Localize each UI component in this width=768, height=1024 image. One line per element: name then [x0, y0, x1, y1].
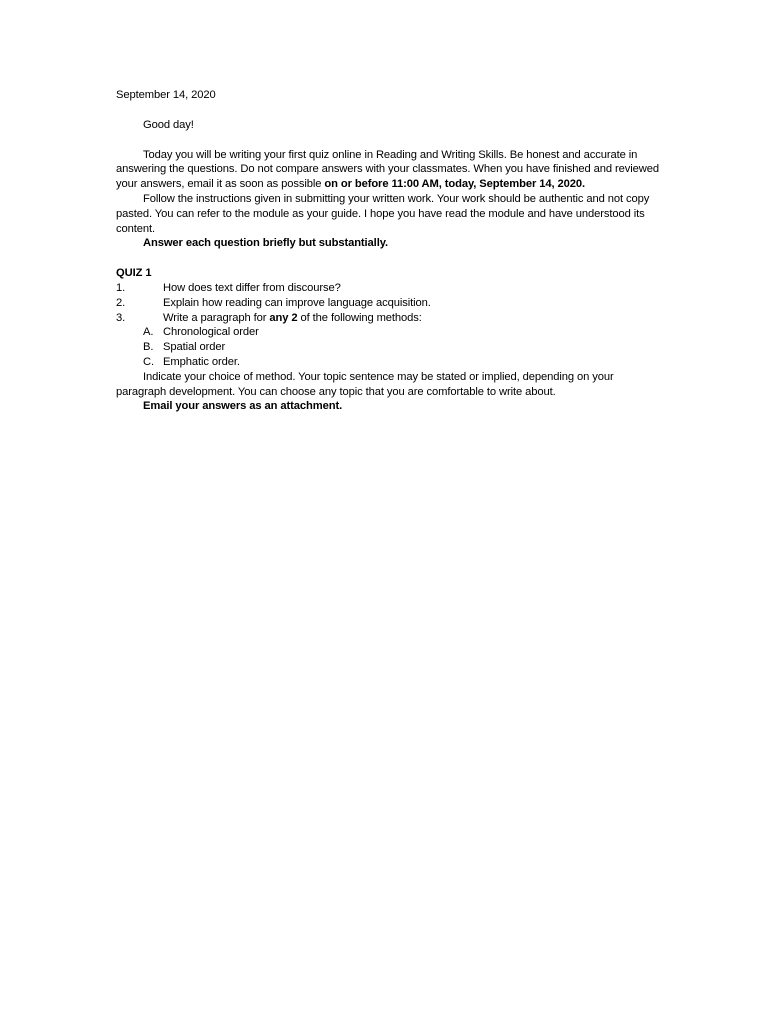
question-item [116, 296, 661, 311]
quiz-title: QUIZ 1 [116, 267, 152, 280]
method-text: Chronological order [163, 326, 259, 339]
question-text-pre: Write a paragraph for [163, 311, 270, 324]
intro-text: Today you will be writing your first quiz online in Reading and Writing Skills. Be honest and accurate in answering the questions. Do not compare answers with your classmates. When you have finished and reviewed your answers, email it as soon as possible [116, 148, 659, 191]
question-text-bold: any 2 [269, 311, 298, 324]
method-item [116, 340, 661, 355]
question-item [116, 311, 661, 326]
method-instructions: Indicate your choice of method. Your topic sentence may be stated or implied, depending on your paragraph development. You can choose any topic that you are comfortable to write about. [116, 370, 614, 398]
method-text: Spatial order [163, 341, 226, 354]
instructions-paragraph: Follow the instructions given in submitting your written work. Your work should be authentic and not copy pasted. You can refer to the module as your guide. I hope you have read the module and have understood its content. [116, 192, 650, 235]
question-text [163, 311, 422, 326]
document-body [116, 88, 661, 414]
method-letter: B. [143, 341, 154, 354]
email-instruction: Email your answers as an attachment. [143, 400, 343, 413]
intro-paragraph [116, 148, 661, 192]
method-letter: A. [143, 326, 154, 339]
question-item [116, 281, 661, 296]
method-letter: C. [143, 355, 154, 368]
question-text: Explain how reading can improve language acquisition. [163, 296, 431, 309]
question-text: How does text differ from discourse? [163, 281, 341, 294]
method-item [116, 355, 661, 370]
question-number: 2. [116, 296, 126, 309]
date-line: September 14, 2020 [116, 89, 216, 101]
greeting: Good day! [143, 118, 194, 131]
question-number: 1. [116, 281, 126, 294]
question-text-post: of the following methods: [297, 311, 422, 324]
question-number: 3. [116, 311, 126, 324]
answer-emphasis: Answer each question briefly but substantially. [143, 237, 388, 250]
method-text: Emphatic order. [163, 355, 240, 368]
deadline-text: on or before 11:00 AM, today, September 14, 2020. [324, 178, 585, 191]
method-item [116, 325, 661, 340]
